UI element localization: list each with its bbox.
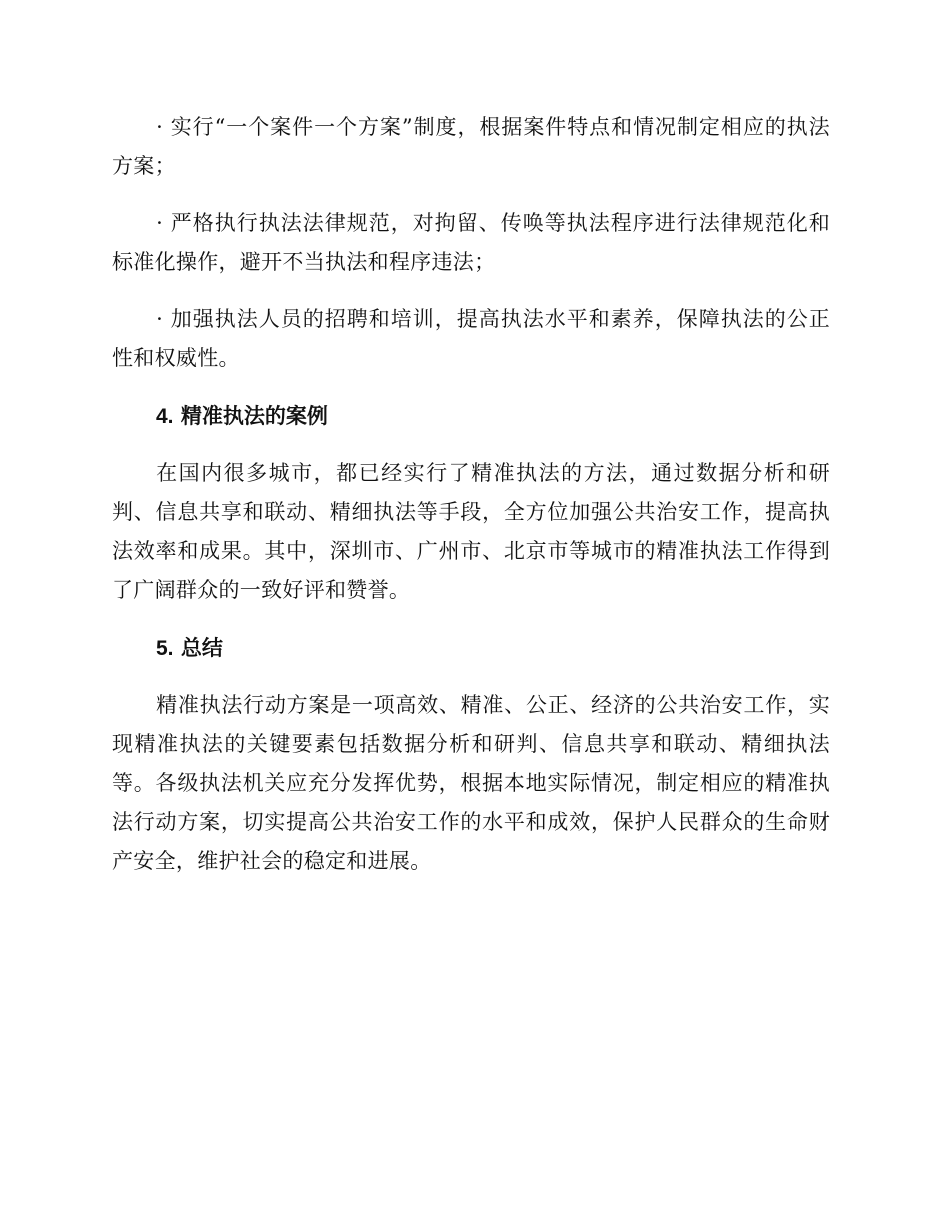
section-body-summary: 精准执法行动方案是一项高效、精准、公正、经济的公共治安工作，实现精准执法的关键要素包括数据分析和研判、信息共享和联动、精细执法等。各级执法机关应充分发挥优势，根据本地实际情况，制定相应的精准执法行动方案，切实提高公共治安工作的水平和成效，保护人民群众的生命财产安全，维护社会的稳定和进展。 [112,693,830,873]
bullet-item-legal-norms: · 严格执行执法法律规范，对拘留、传唤等执法程序进行法律规范化和标准化操作，避开不当执法和程序违法； [112,211,830,274]
section-number: 4. [156,405,174,428]
section-heading-summary [112,628,830,668]
bullet-item-case-plan: · 实行“一个案件一个方案”制度，根据案件特点和情况制定相应的执法方案； [112,115,830,178]
section-title: 总结 [180,635,223,660]
section-heading-cases [112,396,830,436]
document-page [112,108,830,899]
section-title: 精准执法的案例 [180,403,328,428]
section-body-cases: 在国内很多城市，都已经实行了精准执法的方法，通过数据分析和研判、信息共享和联动、精细执法等手段，全方位加强公共治安工作，提高执法效率和成果。其中，深圳市、广州市、北京市等城市的精准执法工作得到了广阔群众的一致好评和赞誉。 [112,461,830,602]
bullet-item-training: · 加强执法人员的招聘和培训，提高执法水平和素养，保障执法的公正性和权威性。 [112,307,830,370]
section-number: 5. [156,637,174,660]
